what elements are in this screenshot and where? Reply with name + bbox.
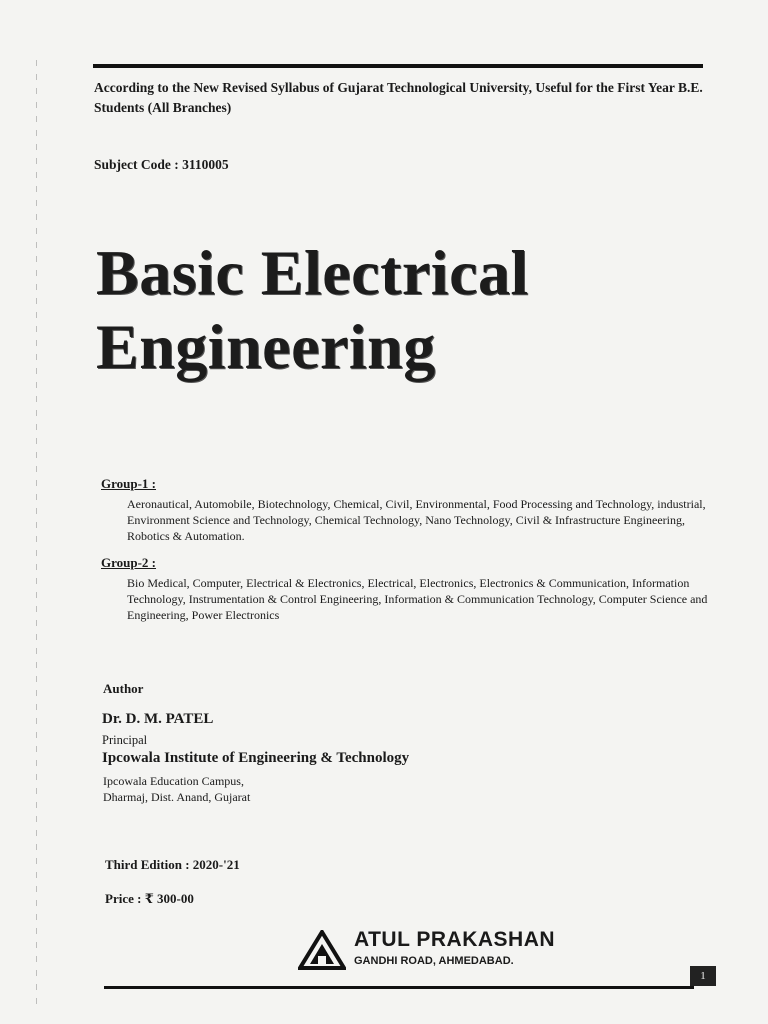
subject-code: Subject Code : 3110005 — [94, 157, 229, 172]
group-2-branches: Bio Medical, Computer, Electrical & Electronics, Electrical, Electronics, Electronics & Communication, Information Technology, Instrumentation & Control Engineering, Information & Communication Technology, Computer Science and Engineering, Power Electronics — [127, 576, 708, 622]
author-role: Principal — [102, 733, 148, 747]
group-2-label: Group-2 : — [101, 555, 157, 570]
address-line-1: Ipcowala Education Campus, — [103, 774, 244, 788]
publisher-name: ATUL PRAKASHAN — [354, 928, 556, 951]
author-label: Author — [103, 681, 144, 696]
page-left-edge — [36, 60, 37, 1010]
publisher-block — [298, 928, 556, 970]
group-1-label: Group-1 : — [101, 476, 157, 491]
top-rule — [93, 64, 703, 68]
title-line-2: Engineering — [96, 311, 436, 382]
author-institute: Ipcowala Institute of Engineering & Technology — [102, 750, 410, 766]
title-line-1: Basic Electrical — [96, 237, 529, 308]
author-address — [103, 773, 250, 805]
author-name: Dr. D. M. PATEL — [102, 711, 214, 727]
syllabus-note: According to the New Revised Syllabus of Gujarat Technological University, Useful for the First Year B.E. Students (All Branches) — [94, 80, 703, 115]
bottom-rule — [104, 986, 694, 989]
publisher-logo-icon — [298, 930, 346, 970]
address-line-2: Dharmaj, Dist. Anand, Gujarat — [103, 790, 251, 804]
book-title — [96, 236, 529, 384]
group-1-branches: Aeronautical, Automobile, Biotechnology, Chemical, Civil, Environmental, Food Processing and Technology, industrial, Environment Science and Technology, Chemical Technology, Nano Technology, Civil & Infrastructure Engineering, Robotics & Automation. — [127, 497, 706, 543]
price: Price : ₹ 300-00 — [105, 891, 194, 906]
publisher-address: GANDHI ROAD, AHMEDABAD. — [354, 955, 514, 967]
page-number: 1 — [690, 966, 716, 986]
edition: Third Edition : 2020-'21 — [105, 857, 240, 872]
